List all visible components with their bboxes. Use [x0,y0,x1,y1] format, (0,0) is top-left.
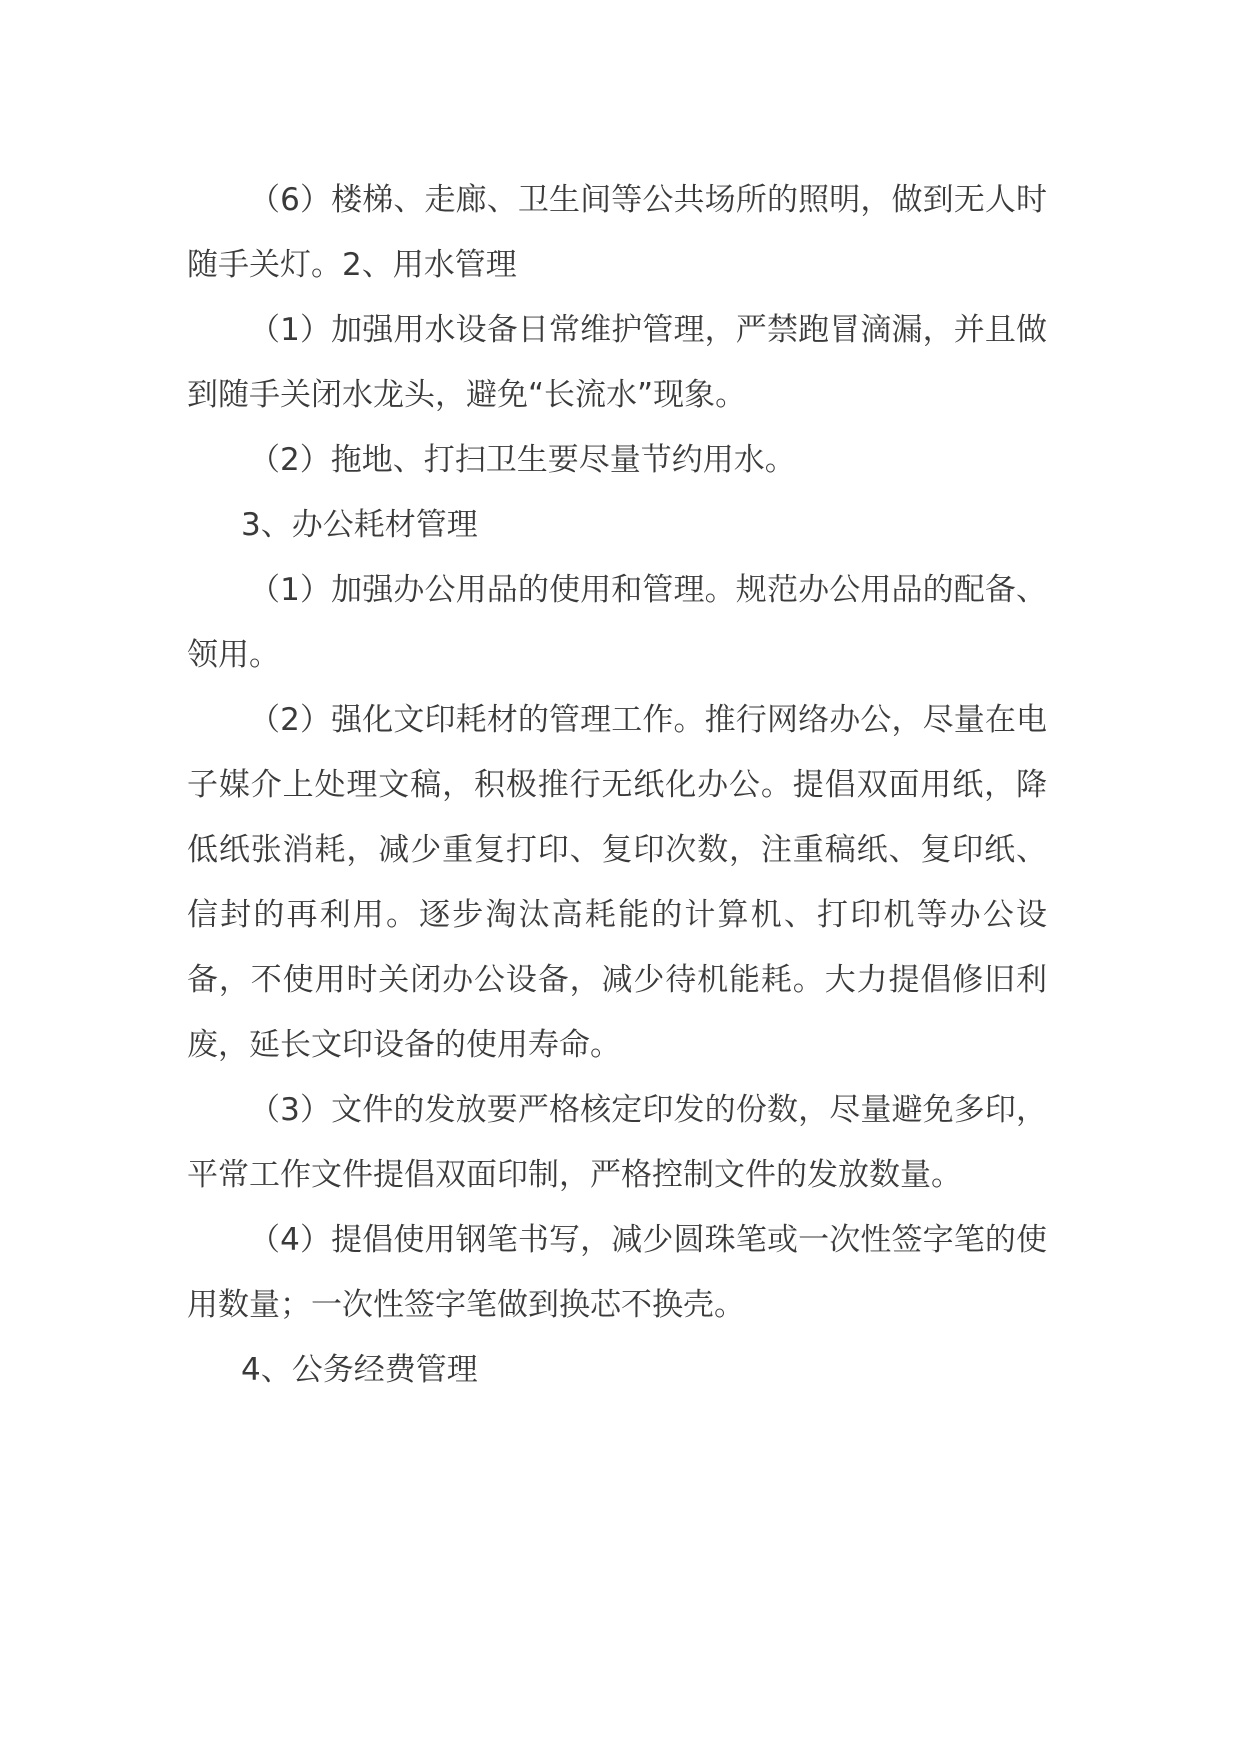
paragraph-supplies-2: （2）强化文印耗材的管理工作。推行网络办公，尽量在电子媒介上处理文稿，积极推行无纸化办公。提倡双面用纸，降低纸张消耗，减少重复打印、复印次数，注重稿纸、复印纸、信封的再利用。逐步淘汰高耗能的计算机、打印机等办公设备，不使用时关闭办公设备，减少待机能耗。大力提倡修旧利废，延长文印设备的使用寿命。 [187,702,1047,1063]
paragraph-water-2: （2）拖地、打扫卫生要尽量节约用水。 [249,442,796,478]
paragraph-water-1: （1）加强用水设备日常维护管理，严禁跑冒滴漏，并且做到随手关闭水龙头，避免“长流水”现象。 [187,312,1047,413]
paragraph-supplies-4: （4）提倡使用钢笔书写，减少圆珠笔或一次性签字笔的使用数量；一次性签字笔做到换芯不换壳。 [187,1222,1047,1323]
paragraph-supplies-3: （3）文件的发放要严格核定印发的份数，尽量避免多印，平常工作文件提倡双面印制，严格控制文件的发放数量。 [187,1092,1047,1193]
document-body [187,168,1047,1403]
section-heading-supplies: 3、办公耗材管理 [241,507,478,543]
paragraph-supplies-1: （1）加强办公用品的使用和管理。规范办公用品的配备、领用。 [187,572,1047,673]
paragraph-lighting-6: （6）楼梯、走廊、卫生间等公共场所的照明，做到无人时随手关灯。2、用水管理 [187,182,1047,283]
section-heading-expenses: 4、公务经费管理 [241,1352,478,1388]
